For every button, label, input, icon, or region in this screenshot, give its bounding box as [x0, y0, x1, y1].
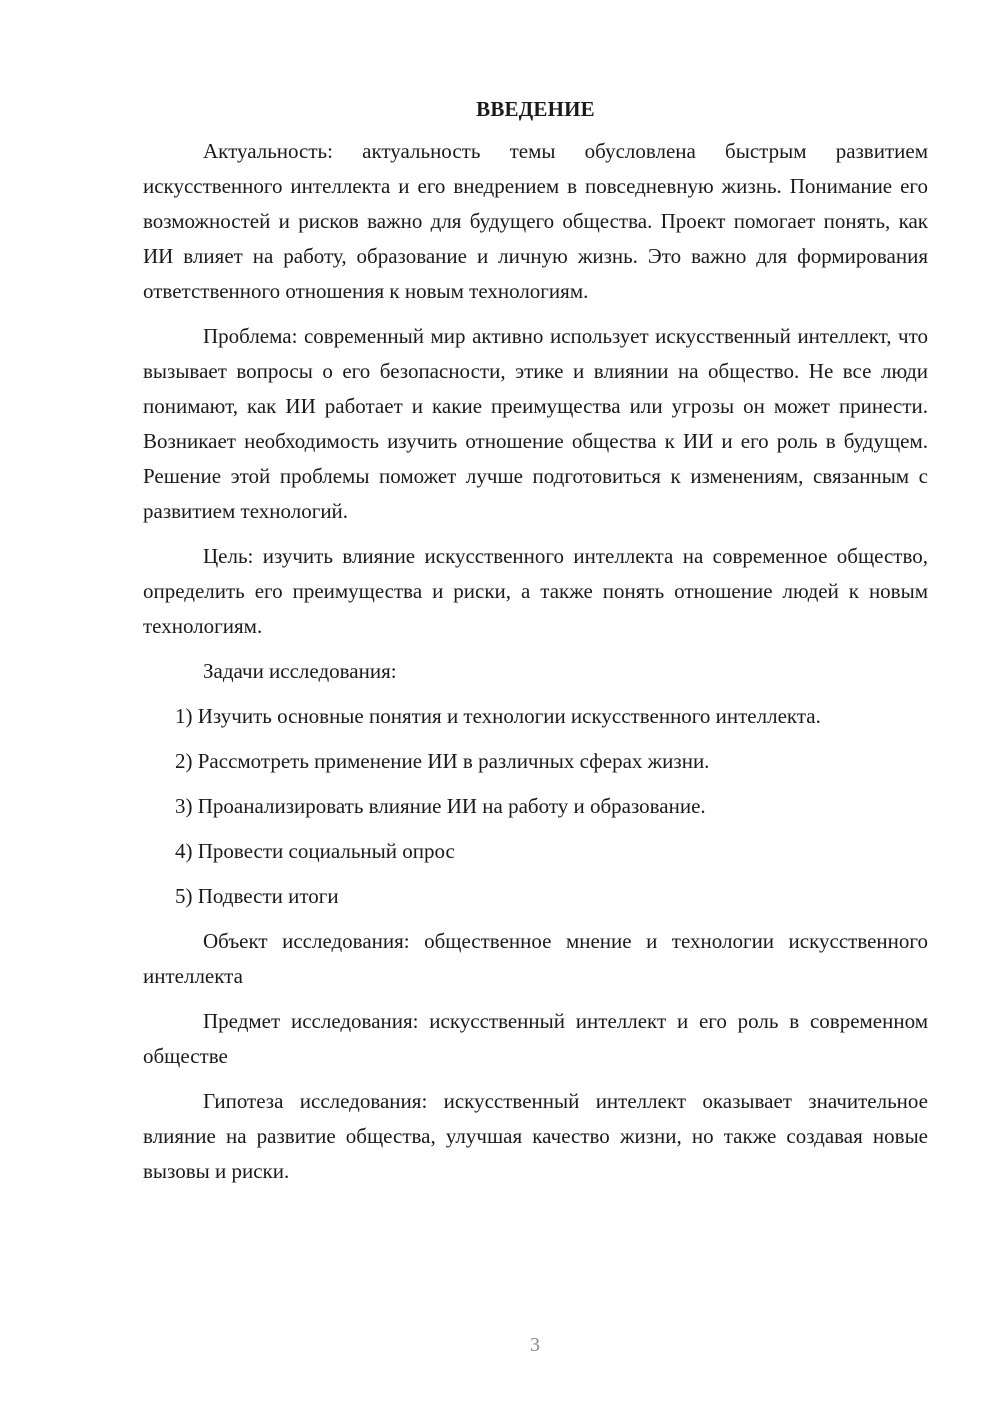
task-item-4: 4) Провести социальный опрос — [175, 839, 455, 863]
paragraph-goal: Цель: изучить влияние искусственного интеллекта на современное общество, определить его преимущества и риски, а также понять отношение людей к новым технологиям. — [143, 544, 928, 638]
page-number: 3 — [530, 1334, 540, 1356]
tasks-title: Задачи исследования: — [203, 659, 397, 683]
paragraph-object: Объект исследования: общественное мнение и технологии искусственного интеллекта — [143, 929, 928, 988]
task-item-2: 2) Рассмотреть применение ИИ в различных сферах жизни. — [175, 749, 710, 773]
paragraph-hypothesis: Гипотеза исследования: искусственный интеллект оказывает значительное влияние на развитие общества, улучшая качество жизни, но также создавая новые вызовы и риски. — [143, 1089, 928, 1183]
paragraph-problem: Проблема: современный мир активно использует искусственный интеллект, что вызывает вопросы о его безопасности, этике и влиянии на общество. Не все люди понимают, как ИИ работает и какие преимущества или угрозы он может принести. Возникает необходимость изучить отношение общества к ИИ и его роль в будущем. Решение этой проблемы поможет лучше подготовиться к изменениям, связанным с развитием технологий. — [143, 324, 928, 523]
paragraph-subject: Предмет исследования: искусственный интеллект и его роль в современном обществе — [143, 1009, 928, 1068]
task-item-5: 5) Подвести итоги — [175, 884, 339, 908]
task-item-1: 1) Изучить основные понятия и технологии искусственного интеллекта. — [175, 704, 821, 728]
section-heading: ВВЕДЕНИЕ — [476, 97, 595, 121]
task-item-3: 3) Проанализировать влияние ИИ на работу и образование. — [175, 794, 706, 818]
tasks-list — [143, 699, 928, 914]
page-content — [143, 92, 928, 1189]
paragraph-relevance: Актуальность: актуальность темы обусловлена быстрым развитием искусственного интеллекта и его внедрением в повседневную жизнь. Понимание его возможностей и рисков важно для будущего общества. Проект помогает понять, как ИИ влияет на работу, образование и личную жизнь. Это важно для формирования ответственного отношения к новым технологиям. — [143, 139, 928, 303]
